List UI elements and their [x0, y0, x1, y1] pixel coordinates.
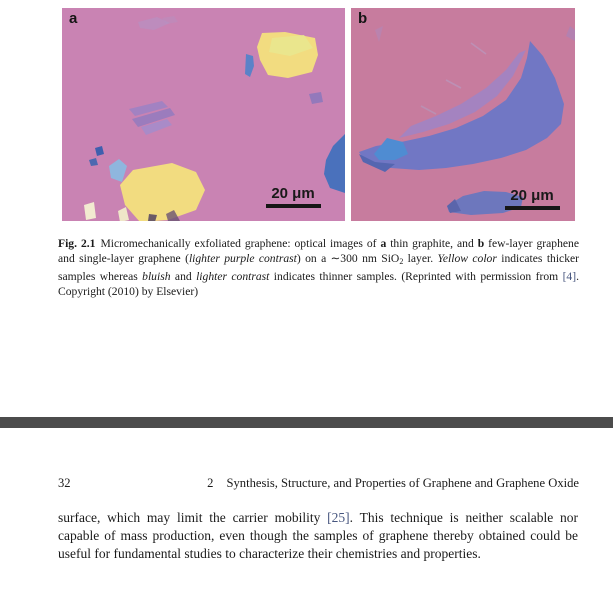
body-paragraph — [58, 509, 578, 562]
thin-flake — [309, 92, 323, 104]
flake-speck — [95, 146, 104, 156]
panel-b-reference: b — [477, 237, 485, 250]
caption-emphasis: lighter contrast — [196, 270, 270, 283]
scale-bar-label: 20 μm — [271, 185, 315, 202]
citation-link-4[interactable]: [4] — [562, 270, 577, 283]
panel-b-label: b — [358, 10, 368, 27]
caption-emphasis: Yellow color — [437, 252, 497, 265]
panel-a-label: a — [69, 10, 78, 27]
panel-a-reference: a — [380, 237, 387, 250]
caption-text: and — [170, 270, 197, 283]
scale-bar-line — [266, 204, 321, 208]
thin-flake-blue — [245, 54, 254, 77]
running-title-group — [207, 476, 579, 491]
micrograph-panel-b — [351, 8, 575, 221]
thin-flake-light-blue — [109, 159, 127, 182]
scale-bar — [497, 187, 567, 210]
thick-graphite-flake-yellow — [120, 163, 205, 221]
caption-text: layer. — [403, 252, 438, 265]
scratch-mark — [471, 43, 486, 54]
figure-caption — [58, 236, 579, 299]
caption-emphasis: bluish — [142, 270, 171, 283]
page-separator-bar — [0, 417, 613, 428]
scale-bar-line — [505, 206, 560, 210]
page-number: 32 — [58, 476, 71, 490]
flake-speck — [89, 158, 98, 166]
chapter-number: 2 — [207, 476, 214, 490]
body-text: . This technique is neither scalable nor capable of mass production, even though the samples of graphene thereby obtained could be useful for fundamental studies to characterize their chemistries and properties. — [58, 510, 578, 561]
running-header — [58, 476, 579, 491]
scratch-mark — [446, 80, 461, 88]
running-title: Synthesis, Structure, and Properties of Graphene and Graphene Oxide — [226, 476, 579, 490]
micrograph-panel-a — [62, 8, 345, 221]
body-text: surface, which may limit the carrier mobility — [58, 510, 328, 525]
figure-number: Fig. 2.1 — [58, 237, 96, 250]
subscript: 2 — [399, 257, 404, 266]
caption-text: Micromechanically exfoliated graphene: optical images of — [100, 237, 381, 250]
citation-link-25[interactable]: [25] — [327, 510, 350, 525]
scale-bar — [258, 185, 328, 208]
scale-bar-label: 20 μm — [510, 187, 554, 204]
caption-text: ) on a ∼300 nm SiO — [296, 252, 400, 265]
caption-text: indicates thicker samples whereas — [58, 252, 580, 283]
caption-text: few-layer graphene and single-layer graphene ( — [58, 237, 579, 265]
flake-fragment — [84, 202, 96, 220]
thin-flake — [566, 26, 575, 41]
caption-text: indicates thinner samples. (Reprinted with permission from — [269, 270, 563, 283]
thin-flake — [375, 26, 383, 42]
caption-text: . Copyright (2010) by Elsevier) — [58, 270, 579, 298]
caption-text: thin graphite, and — [386, 237, 478, 250]
flake-fragment — [118, 207, 129, 221]
caption-emphasis: lighter purple contrast — [188, 252, 297, 265]
scratch-mark — [421, 106, 436, 114]
